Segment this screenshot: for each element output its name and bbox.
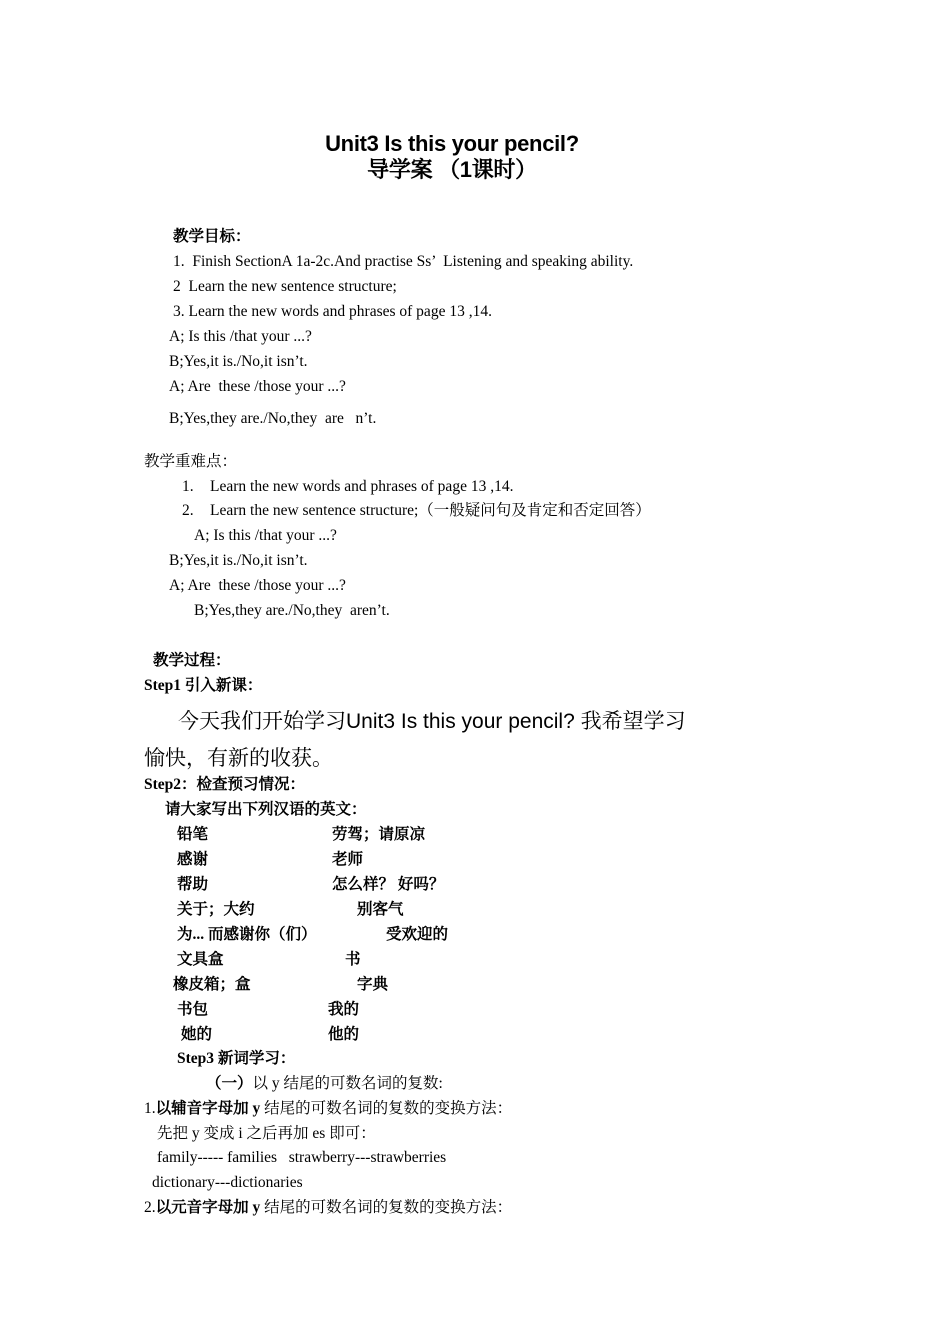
step1-title: 引入新课：: [181, 677, 263, 694]
vocab-term: 铅笔: [177, 826, 209, 843]
key-point-dialogue-line: B;Yes,they are./No,they aren’t.: [194, 602, 390, 619]
vocab-term: 劳驾；请原凉: [332, 826, 426, 843]
vocab-term: 为... 而感谢你（们）: [177, 926, 317, 943]
objective-item: 1. Finish SectionA 1a-2c.And practise Ss’ Listening and speaking ability.: [173, 253, 634, 270]
step2-heading: Step2：检查预习情况：: [144, 776, 306, 793]
vocab-term: 他的: [328, 1026, 360, 1043]
vocab-term: 怎么样？ 好吗？: [332, 876, 445, 893]
vocab-term: 帮助: [177, 876, 209, 893]
step1-label: Step1: [144, 677, 182, 694]
document-title: Unit3 Is this your pencil?: [325, 131, 579, 156]
objective-dialogue-line: A; Is this /that your ...?: [169, 328, 312, 345]
vocab-term: 橡皮箱；盒: [173, 976, 251, 993]
example-line: dictionary---dictionaries: [152, 1174, 303, 1191]
subsection-heading: [206, 1074, 443, 1094]
rule-description: 先把 y 变成 i 之后再加 es 即可：: [157, 1125, 376, 1142]
rule-subject: 以辅音字母加 y: [155, 1100, 261, 1117]
rule-subject: 以元音字母加 y: [155, 1199, 261, 1216]
vocab-term: 书: [345, 951, 361, 968]
intro-paragraph-line: 愉快，有新的收获。: [144, 747, 333, 770]
vocab-term: 她的: [181, 1026, 213, 1043]
vocab-term: 关于；大约: [177, 901, 255, 918]
key-point-dialogue-line: B;Yes,it is./No,it isn’t.: [169, 552, 308, 569]
rule-1: [144, 1099, 512, 1119]
objectives-heading: 教学目标：: [173, 228, 251, 245]
step1-heading: [144, 676, 262, 696]
objective-dialogue-line: A; Are these /those your ...?: [169, 378, 346, 395]
key-point-dialogue-line: A; Is this /that your ...?: [194, 527, 337, 544]
document-subtitle: 导学案 （1课时）: [367, 157, 537, 182]
rule-number: 1.: [144, 1100, 156, 1117]
step3-heading: [177, 1049, 295, 1069]
objective-dialogue-line: B;Yes,they are./No,they are n’t.: [169, 410, 377, 427]
key-point-item: Learn the new words and phrases of page 13 ,14.: [210, 478, 514, 495]
subsection-number: （一）: [206, 1075, 253, 1092]
vocab-term: 受欢迎的: [386, 926, 449, 943]
vocab-term: 书包: [177, 1001, 209, 1018]
vocab-term: 感谢: [177, 851, 209, 868]
vocab-term: 我的: [328, 1001, 360, 1018]
step3-title: 新词学习：: [214, 1050, 296, 1067]
vocab-term: 文具盒: [177, 951, 224, 968]
key-point-number: 2.: [182, 502, 194, 519]
step3-label: Step3: [177, 1050, 215, 1067]
vocab-term: 别客气: [357, 901, 404, 918]
rule-2: [144, 1198, 512, 1218]
rule-text: 结尾的可数名词的复数的变换方法：: [260, 1199, 513, 1216]
key-point-item: Learn the new sentence structure;（一般疑问句及肯定和否定回答）: [210, 502, 651, 519]
subsection-title: 以 y 结尾的可数名词的复数:: [252, 1075, 443, 1092]
intro-paragraph-line: 今天我们开始学习Unit3 Is this your pencil? 我希望学习: [178, 710, 686, 733]
objective-item: 3. Learn the new words and phrases of page 13 ,14.: [173, 303, 492, 320]
objective-dialogue-line: B;Yes,it is./No,it isn’t.: [169, 353, 308, 370]
vocab-term: 字典: [357, 976, 389, 993]
rule-text: 结尾的可数名词的复数的变换方法：: [260, 1100, 513, 1117]
example-line: family----- families strawberry---strawberries: [157, 1149, 447, 1166]
process-heading: 教学过程：: [153, 652, 231, 669]
key-point-number: 1.: [182, 478, 194, 495]
key-points-heading: 教学重难点：: [144, 453, 238, 470]
step2-instruction: 请大家写出下列汉语的英文：: [165, 801, 367, 818]
rule-number: 2.: [144, 1199, 156, 1216]
objective-item: 2 Learn the new sentence structure;: [173, 278, 397, 295]
vocab-term: 老师: [332, 851, 364, 868]
key-point-dialogue-line: A; Are these /those your ...?: [169, 577, 346, 594]
